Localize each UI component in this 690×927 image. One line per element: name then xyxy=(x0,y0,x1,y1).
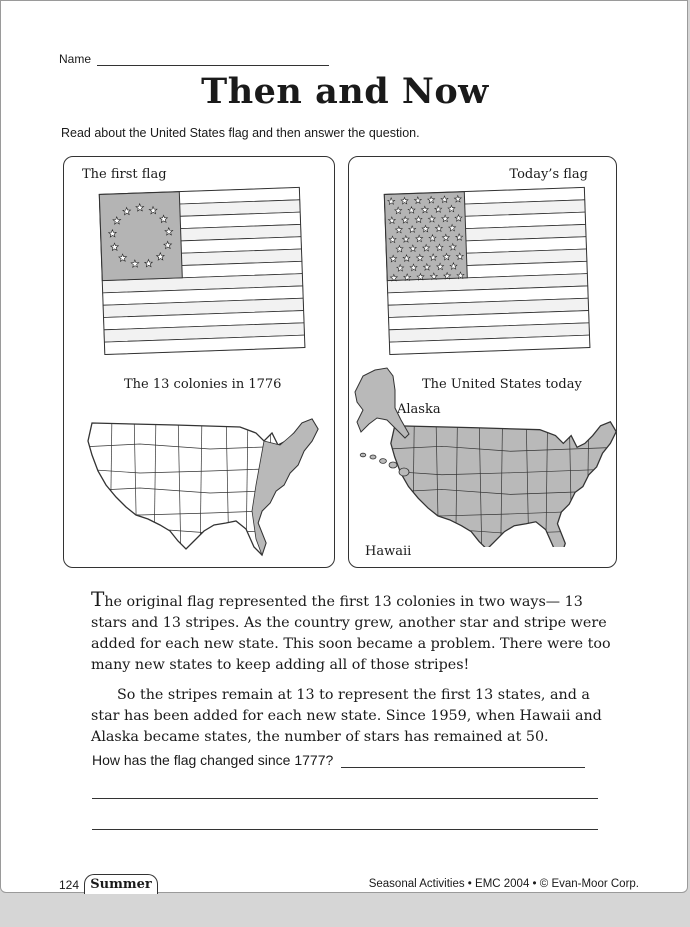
first-flag-illustration xyxy=(94,179,309,359)
united-states-map-label: The United States today xyxy=(422,377,582,392)
state-border xyxy=(587,414,589,547)
paragraph-2: So the stripes remain at 13 to represent the first 13 states, and a star has been added for each new state. Since 1959, when Hawaii and Alaska became states, the number of stars has remained at 50. xyxy=(91,687,602,745)
hawaii-island xyxy=(370,455,376,459)
hawaii-label: Hawaii xyxy=(365,544,412,559)
todays-flag-illustration xyxy=(379,179,594,359)
question-row xyxy=(92,752,585,768)
question-prompt: How has the flag changed since 1777? xyxy=(92,752,334,768)
hawaii-island xyxy=(399,468,409,476)
name-input-line[interactable] xyxy=(97,55,329,66)
then-panel xyxy=(63,156,335,568)
colonies-map-label: The 13 colonies in 1776 xyxy=(124,377,282,392)
page-title: Then and Now xyxy=(201,71,489,112)
country-outline xyxy=(391,422,616,547)
country-outline xyxy=(88,419,318,555)
answer-line-3[interactable] xyxy=(92,829,598,830)
page-number: 124 xyxy=(59,878,80,892)
name-label: Name xyxy=(59,52,92,66)
answer-line-2[interactable] xyxy=(92,798,598,799)
season-tab: Summer xyxy=(84,874,158,894)
alaska-label: Alaska xyxy=(397,402,441,417)
passage xyxy=(91,589,611,757)
publisher-credit: Seasonal Activities • EMC 2004 • © Evan-Moor Corp. xyxy=(368,878,639,890)
drop-cap: T xyxy=(91,587,105,611)
name-row xyxy=(59,52,329,66)
todays-flag-label: Today’s flag xyxy=(509,167,588,182)
hawaii-island xyxy=(380,459,387,464)
united-states-map xyxy=(349,362,617,547)
hawaii-island xyxy=(389,462,397,468)
first-flag-label: The first flag xyxy=(82,167,167,182)
hawaii-island xyxy=(360,453,366,457)
answer-line-1[interactable] xyxy=(341,755,585,768)
alaska-outline xyxy=(355,368,409,438)
paragraph-1-text: he original flag represented the first 13 colonies in two ways— 13 stars and 13 stripes. As the country grew, another star and stripe were added for each new state. This soon became a problem. There were too many new states to keep adding all of those stripes! xyxy=(91,594,611,673)
alaska-shape xyxy=(355,368,409,438)
colonies-map xyxy=(74,407,334,557)
state-border xyxy=(288,411,290,557)
now-panel xyxy=(348,156,617,568)
instructions: Read about the United States flag and then answer the question. xyxy=(61,126,420,140)
paragraph-1 xyxy=(91,589,611,676)
